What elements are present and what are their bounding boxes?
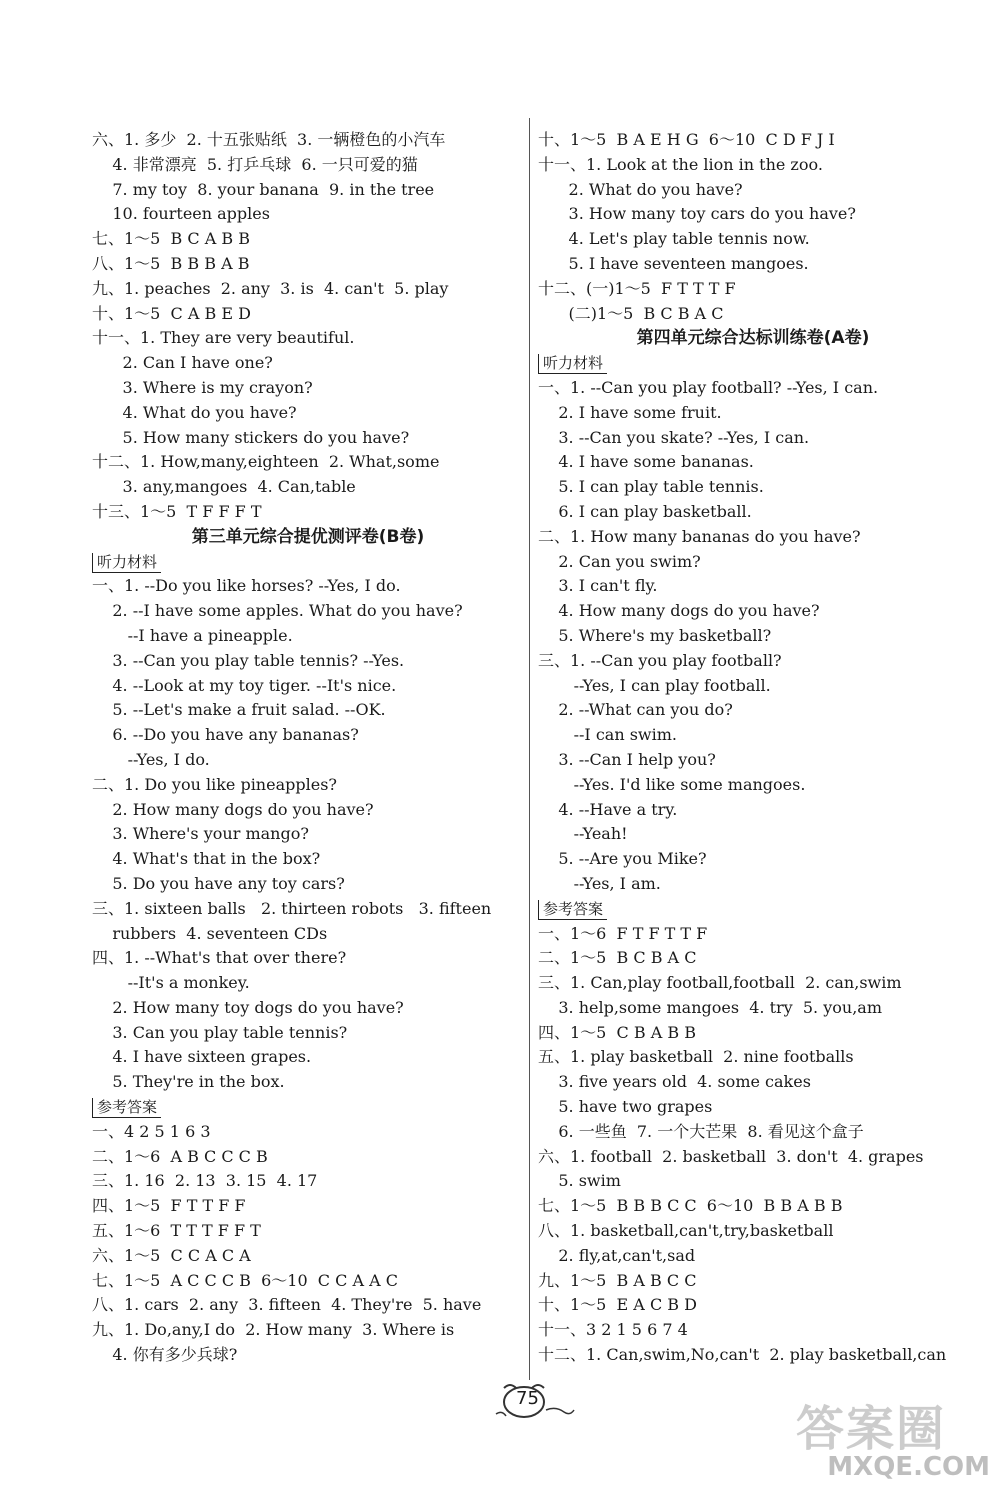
left-column [92,128,524,1368]
answer-line: 5. Where's my basketball? [538,625,772,645]
answer-line: 3. Where is my crayon? [92,377,313,397]
section-label-text: 参考答案 [538,900,607,920]
answer-line: --I can swim. [538,725,677,745]
answer-line: 六、1～5 C C A C A [92,1245,251,1265]
answer-line: 3. help,some mangoes 4. try 5. you,am [538,997,882,1017]
answer-line: 十二、1. Can,swim,No,can't 2. play basketball,can [538,1345,947,1365]
watermark [796,1390,996,1490]
answer-line: --Yes, I can play football. [538,675,771,695]
answer-line: 3. How many toy cars do you have? [538,204,856,224]
answer-line: 五、1～6 T T T F F T [92,1221,261,1241]
answer-line: 2. I have some fruit. [538,402,722,422]
answer-line: 2. Can you swim? [538,551,701,571]
answer-line: 三、1. 16 2. 13 3. 15 4. 17 [92,1171,318,1191]
answer-line: 十二、1. How,many,eighteen 2. What,some [92,452,440,472]
answer-line: 5. have two grapes [538,1097,713,1117]
section-label-text: 参考答案 [92,1098,161,1118]
answer-line: 七、1～5 B B B C C 6～10 B B A B B [538,1196,843,1216]
answer-line: 八、1. cars 2. any 3. fifteen 4. They're 5. have [92,1295,482,1315]
section-label-text: 听力材料 [92,553,161,573]
answer-line: 6. I can play basketball. [538,501,752,521]
answer-line: --Yes, I do. [92,749,210,769]
answer-line: 八、1～5 B B B A B [92,253,250,273]
column-divider [529,118,530,1380]
answer-line: 八、1. basketball,can't,try,basketball [538,1221,834,1241]
answer-line: 10. fourteen apples [92,204,270,224]
answer-line: 六、1. football 2. basketball 3. don't 4. grapes [538,1146,924,1166]
answer-line: 一、1. --Do you like horses? --Yes, I do. [92,576,401,596]
answer-line: 4. 你有多少兵球? [92,1345,238,1365]
answer-line: --Yeah! [538,824,628,844]
answer-line: 十三、1～5 T F F F T [92,501,262,521]
answer-line: 2. How many dogs do you have? [92,799,374,819]
answer-line: 二、1. Do you like pineapples? [92,774,337,794]
answer-line: 4. I have some bananas. [538,452,754,472]
answer-line: 九、1. Do,any,I do 2. How many 3. Where is [92,1320,455,1340]
answer-line: 3. any,mangoes 4. Can,table [92,477,356,497]
answer-line: 4. What's that in the box? [92,849,321,869]
answer-line: --Yes, I am. [538,873,661,893]
answer-line: 四、1. --What's that over there? [92,948,347,968]
section-label [538,351,968,376]
answer-line: 6. --Do you have any bananas? [92,725,359,745]
answer-line: 三、1. Can,play football,football 2. can,swim [538,973,902,993]
answer-line: 2. fly,at,can't,sad [538,1245,696,1265]
answer-line: 7. my toy 8. your banana 9. in the tree [92,179,435,199]
answer-line: 3. Can you play table tennis? [92,1022,348,1042]
answer-line: 4. Let's play table tennis now. [538,229,810,249]
answer-line: 六、1. 多少 2. 十五张贴纸 3. 一辆橙色的小汽车 [92,130,446,149]
section-label [538,897,968,922]
answer-line: 一、1～6 F T F T T F [538,923,708,943]
answer-line: 一、4 2 5 1 6 3 [92,1121,211,1141]
answer-line: 4. I have sixteen grapes. [92,1047,312,1067]
right-column [538,128,968,1368]
answer-line: 4. --Look at my toy tiger. --It's nice. [92,675,397,695]
answer-line: 3. --Can you skate? --Yes, I can. [538,427,810,447]
answer-line: 三、1. sixteen balls 2. thirteen robots 3. fifteen [92,898,492,918]
answer-line: 5. I can play table tennis. [538,477,764,497]
answer-line: 3. five years old 4. some cakes [538,1072,811,1092]
answer-line: 5. Do you have any toy cars? [92,873,345,893]
answer-line: 4. --Have a try. [538,799,678,819]
answer-line: (二)1～5 B C B A C [538,303,724,323]
answer-line: 七、1～5 A C C C B 6～10 C C A A C [92,1270,398,1290]
watermark-logo-text: 答案圈 [796,1401,947,1457]
answer-line: 二、1. How many bananas do you have? [538,526,861,546]
answer-line: 5. How many stickers do you have? [92,427,410,447]
answer-line: 十、1～5 C A B E D [92,303,251,323]
answer-line: --Yes. I'd like some mangoes. [538,774,806,794]
answer-line: 2. How many toy dogs do you have? [92,997,404,1017]
answer-line: --It's a monkey. [92,973,250,993]
answer-line: 十二、(一)1～5 F T T T F [538,278,736,298]
page-number-badge [494,1380,578,1420]
answer-line: 四、1～5 C B A B B [538,1022,696,1042]
answer-line: 4. What do you have? [92,402,297,422]
answer-line: 九、1. peaches 2. any 3. is 4. can't 5. play [92,278,449,298]
answer-line: 5. They're in the box. [92,1072,285,1092]
answer-line: 十一、1. Look at the lion in the zoo. [538,154,823,174]
answer-line: 十、1～5 B A E H G 6～10 C D F J I [538,130,835,149]
section-heading: 第三单元综合提优测评卷(B卷) [191,526,425,547]
watermark-url: MXQE.COM [827,1452,990,1482]
answer-line: 十、1～5 E A C B D [538,1295,697,1315]
answer-line: 四、1～5 F T T F F [92,1196,246,1216]
answer-line: 3. Where's your mango? [92,824,309,844]
answer-line: 3. --Can I help you? [538,749,716,769]
answer-line: 6. 一些鱼 7. 一个大芒果 8. 看见这个盒子 [538,1121,864,1141]
answer-line: 2. Can I have one? [92,353,273,373]
answer-line: 4. 非常漂亮 5. 打乒乓球 6. 一只可爱的猫 [92,154,418,174]
answer-line: 4. How many dogs do you have? [538,601,820,621]
answer-line: 一、1. --Can you play football? --Yes, I can. [538,377,879,397]
answer-line: 3. I can't fly. [538,576,658,596]
answer-line: 3. --Can you play table tennis? --Yes. [92,650,405,670]
answer-line: 七、1～5 B C A B B [92,229,250,249]
answer-line: 2. --What can you do? [538,700,733,720]
answer-line: 2. --I have some apples. What do you have? [92,601,463,621]
answer-line: 5. I have seventeen mangoes. [538,253,809,273]
answer-line: 2. What do you have? [538,179,743,199]
answer-line: 十一、1. They are very beautiful. [92,328,355,348]
answer-line: 九、1～5 B A B C C [538,1270,697,1290]
section-label [92,550,524,575]
answer-line: 5. --Are you Mike? [538,849,707,869]
answer-line: 二、1～5 B C B A C [538,948,697,968]
section-label [92,1095,524,1120]
answer-line: rubbers 4. seventeen CDs [92,923,328,943]
section-heading: 第四单元综合达标训练卷(A卷) [636,328,870,349]
answer-line: 五、1. play basketball 2. nine footballs [538,1047,854,1067]
answer-line: 5. swim [538,1171,621,1191]
answer-line: 二、1～6 A B C C C B [92,1146,268,1166]
section-label-text: 听力材料 [538,354,607,374]
answer-line: 5. --Let's make a fruit salad. --OK. [92,700,386,720]
page-number: 75 [516,1388,539,1409]
answer-line: --I have a pineapple. [92,625,293,645]
answer-line: 十一、3 2 1 5 6 7 4 [538,1320,688,1340]
answer-line: 三、1. --Can you play football? [538,650,782,670]
